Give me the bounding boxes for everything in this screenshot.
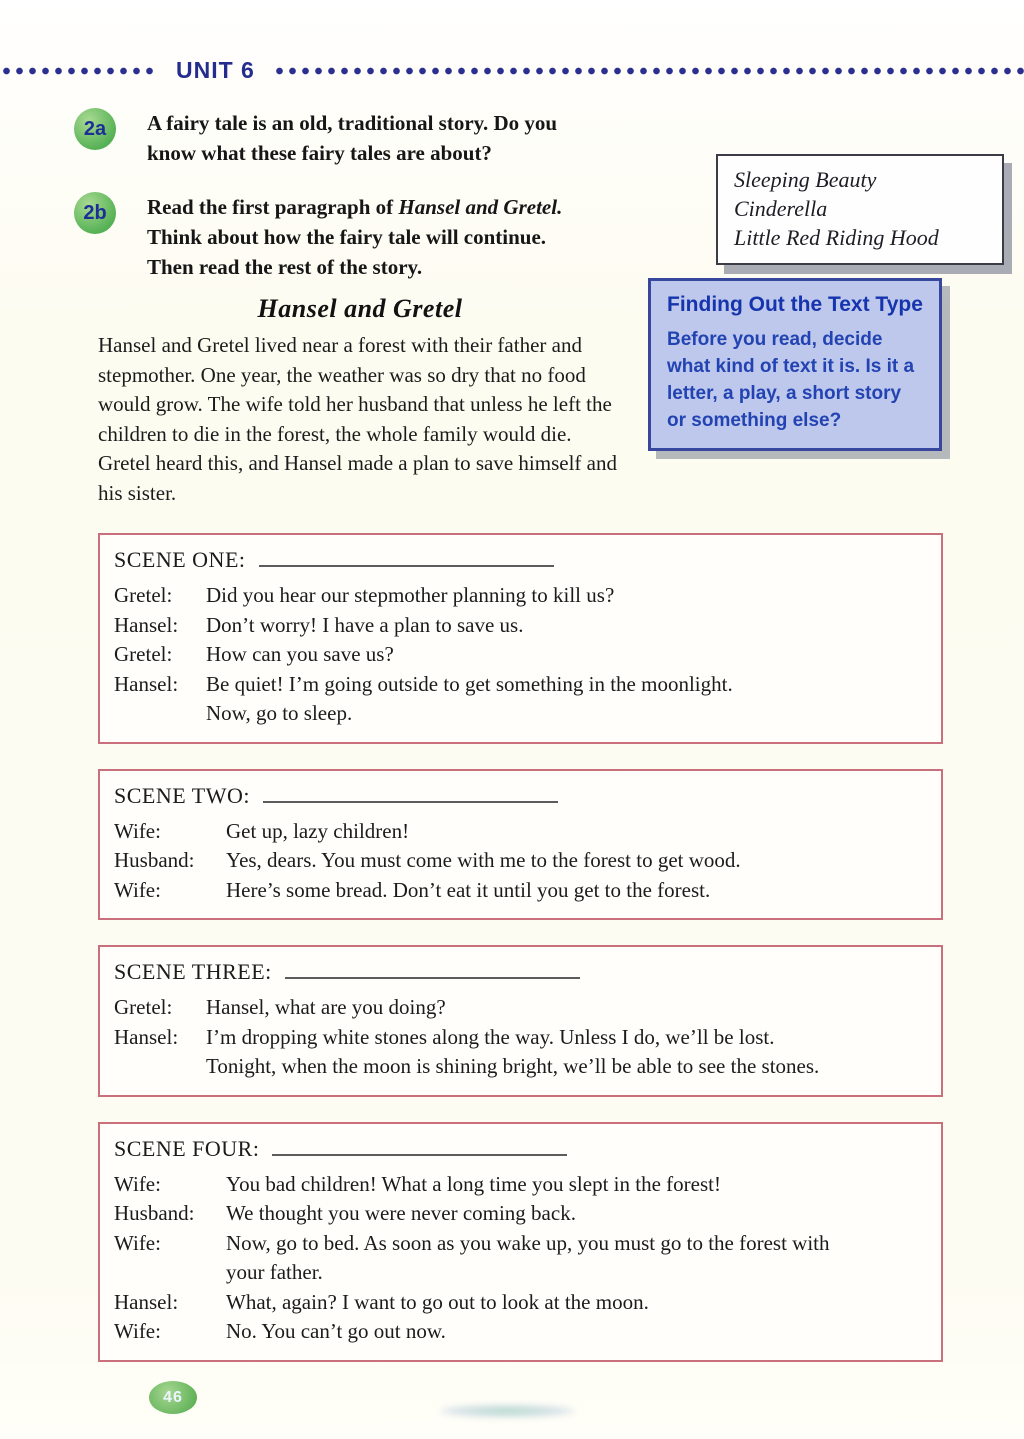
scan-artifact [440, 1404, 575, 1418]
callout-title: Finding Out the Text Type [667, 293, 923, 316]
dialogue-text [226, 1199, 927, 1229]
header-dots-right [273, 67, 1024, 75]
dialogue-row [114, 640, 927, 670]
dialogue-line: I’m dropping white stones along the way. Unless I do, we’ll be lost. [206, 1024, 775, 1049]
page-number-badge: 46 [149, 1381, 197, 1414]
story-title: Hansel and Gretel [257, 294, 463, 323]
speaker-label: Gretel: [114, 995, 173, 1019]
header-dots-left [0, 67, 158, 75]
dialogue-row [114, 1288, 927, 1318]
scene-title: SCENE THREE: [114, 959, 272, 984]
speaker-label: Wife: [114, 1171, 161, 1196]
activity-2b-line [147, 192, 562, 222]
speaker-label: Husband: [114, 1201, 195, 1225]
dialogue-row [114, 1170, 927, 1200]
story-section [98, 294, 943, 508]
scene-title: SCENE TWO: [114, 782, 250, 808]
dialogue-line: Did you hear our stepmother planning to kill us? [206, 583, 615, 607]
dialogue-line: You bad children! What a long time you slept in the forest! [226, 1171, 721, 1196]
dialogue-text [226, 1229, 927, 1288]
speaker-label: Gretel: [114, 642, 173, 666]
text-type-callout [648, 278, 942, 451]
activity-2a-text [147, 108, 557, 168]
dialogue-text [226, 846, 927, 876]
dialogue-line: Now, go to sleep. [206, 701, 353, 725]
dialogue-text [226, 1288, 927, 1318]
scene-box [98, 945, 943, 1097]
dialogue-text [226, 1317, 927, 1347]
scene-title-row [114, 544, 927, 576]
scene-title: SCENE ONE: [114, 547, 246, 572]
dialogue-line: Hansel, what are you doing? [206, 995, 446, 1019]
dialogue-line: Don’t worry! I have a plan to save us. [206, 612, 524, 637]
activity-2b-book-title: Hansel and Gretel. [398, 195, 563, 219]
dialogue-row [114, 817, 927, 847]
dialogue-line: Here’s some bread. Don’t eat it until you get to the forest. [226, 877, 711, 902]
speaker-label: Gretel: [114, 583, 173, 607]
dialogue-row [114, 670, 927, 729]
fairy-tales-box [716, 154, 1004, 265]
dialogue-row [114, 1199, 927, 1229]
activity-2a-line: A fairy tale is an old, traditional story. Do you [147, 111, 558, 135]
activity-badge-2b: 2b [74, 192, 116, 234]
activity-2a-line: know what these fairy tales are about? [147, 141, 492, 165]
speaker-label: Hansel: [114, 671, 179, 696]
dialogue-text [206, 993, 927, 1023]
unit-header [0, 57, 1024, 84]
dialogue-line: Yes, dears. You must come with me to the forest to get wood. [226, 848, 741, 872]
speaker-label: Wife: [114, 1319, 161, 1343]
activity-2b-line: Then read the rest of the story. [147, 255, 423, 279]
scene-title-blank-line [263, 786, 558, 803]
activity-2b-text [147, 192, 562, 282]
speaker-label: Hansel: [114, 612, 179, 637]
textbook-page [0, 57, 1024, 1439]
dialogue-row [114, 1023, 927, 1082]
speaker-label: Wife: [114, 1230, 161, 1255]
scene-title-row [114, 956, 927, 988]
activity-badge-2a: 2a [74, 108, 116, 150]
speaker-label: Wife: [114, 877, 161, 902]
dialogue-line: Tonight, when the moon is shining bright, we’ll be able to see the stones. [206, 1054, 820, 1078]
activity-2b-line-prefix: Read the first paragraph of [147, 195, 399, 219]
dialogue-text [226, 1170, 927, 1200]
dialogue-row [114, 846, 927, 876]
speaker-label: Hansel: [114, 1289, 179, 1314]
dialogue-text [226, 817, 927, 847]
scene-title-row [114, 780, 927, 812]
fairy-tale-item: Sleeping Beauty [734, 167, 877, 192]
story-paragraph: Hansel and Gretel lived near a forest with their father and stepmother. One year, the weather was so dry that no food would grow. The wife told her husband that unless he left the children to die in the forest, the whole family would die. Gretel heard this, and Hansel made a plan to save himself and his sister. [98, 333, 617, 505]
dialogue-text [226, 876, 927, 906]
speaker-label: Husband: [114, 848, 195, 872]
fairy-tale-item: Cinderella [734, 196, 828, 221]
scene-box [98, 1122, 943, 1362]
dialogue-row [114, 876, 927, 906]
speaker-label: Hansel: [114, 1024, 179, 1049]
dialogue-line: your father. [226, 1260, 323, 1284]
unit-title: UNIT 6 [176, 57, 255, 83]
dialogue-row [114, 1229, 927, 1288]
scenes [0, 533, 1024, 1362]
dialogue-line: We thought you were never coming back. [226, 1201, 576, 1225]
dialogue-row [114, 581, 927, 611]
activity-2b-line: Think about how the fairy tale will continue. [147, 225, 547, 249]
scene-box [98, 769, 943, 921]
dialogue-text [206, 640, 927, 670]
scene-title-blank-line [272, 1139, 567, 1156]
scene-title-blank-line [259, 550, 554, 567]
dialogue-line: Now, go to bed. As soon as you wake up, you must go to the forest with [226, 1230, 830, 1255]
dialogue-text [206, 1023, 927, 1082]
dialogue-text [206, 611, 927, 641]
scene-title-row [114, 1133, 927, 1165]
dialogue-row [114, 611, 927, 641]
dialogue-text [206, 581, 927, 611]
dialogue-line: No. You can’t go out now. [226, 1319, 446, 1343]
speaker-label: Wife: [114, 818, 161, 843]
scene-title: SCENE FOUR: [114, 1135, 260, 1161]
dialogue-line: What, again? I want to go out to look at the moon. [226, 1289, 649, 1314]
dialogue-row [114, 993, 927, 1023]
dialogue-line: Be quiet! I’m going outside to get something in the moonlight. [206, 671, 733, 696]
callout-body: Before you read, decide what kind of text it is. Is it a letter, a play, a short story or something else? [667, 329, 915, 431]
scene-box [98, 533, 943, 744]
dialogue-line: Get up, lazy children! [226, 818, 410, 843]
dialogue-line: How can you save us? [206, 642, 394, 666]
dialogue-text [206, 670, 927, 729]
fairy-tale-item: Little Red Riding Hood [734, 225, 939, 250]
scene-title-blank-line [285, 962, 580, 979]
dialogue-row [114, 1317, 927, 1347]
